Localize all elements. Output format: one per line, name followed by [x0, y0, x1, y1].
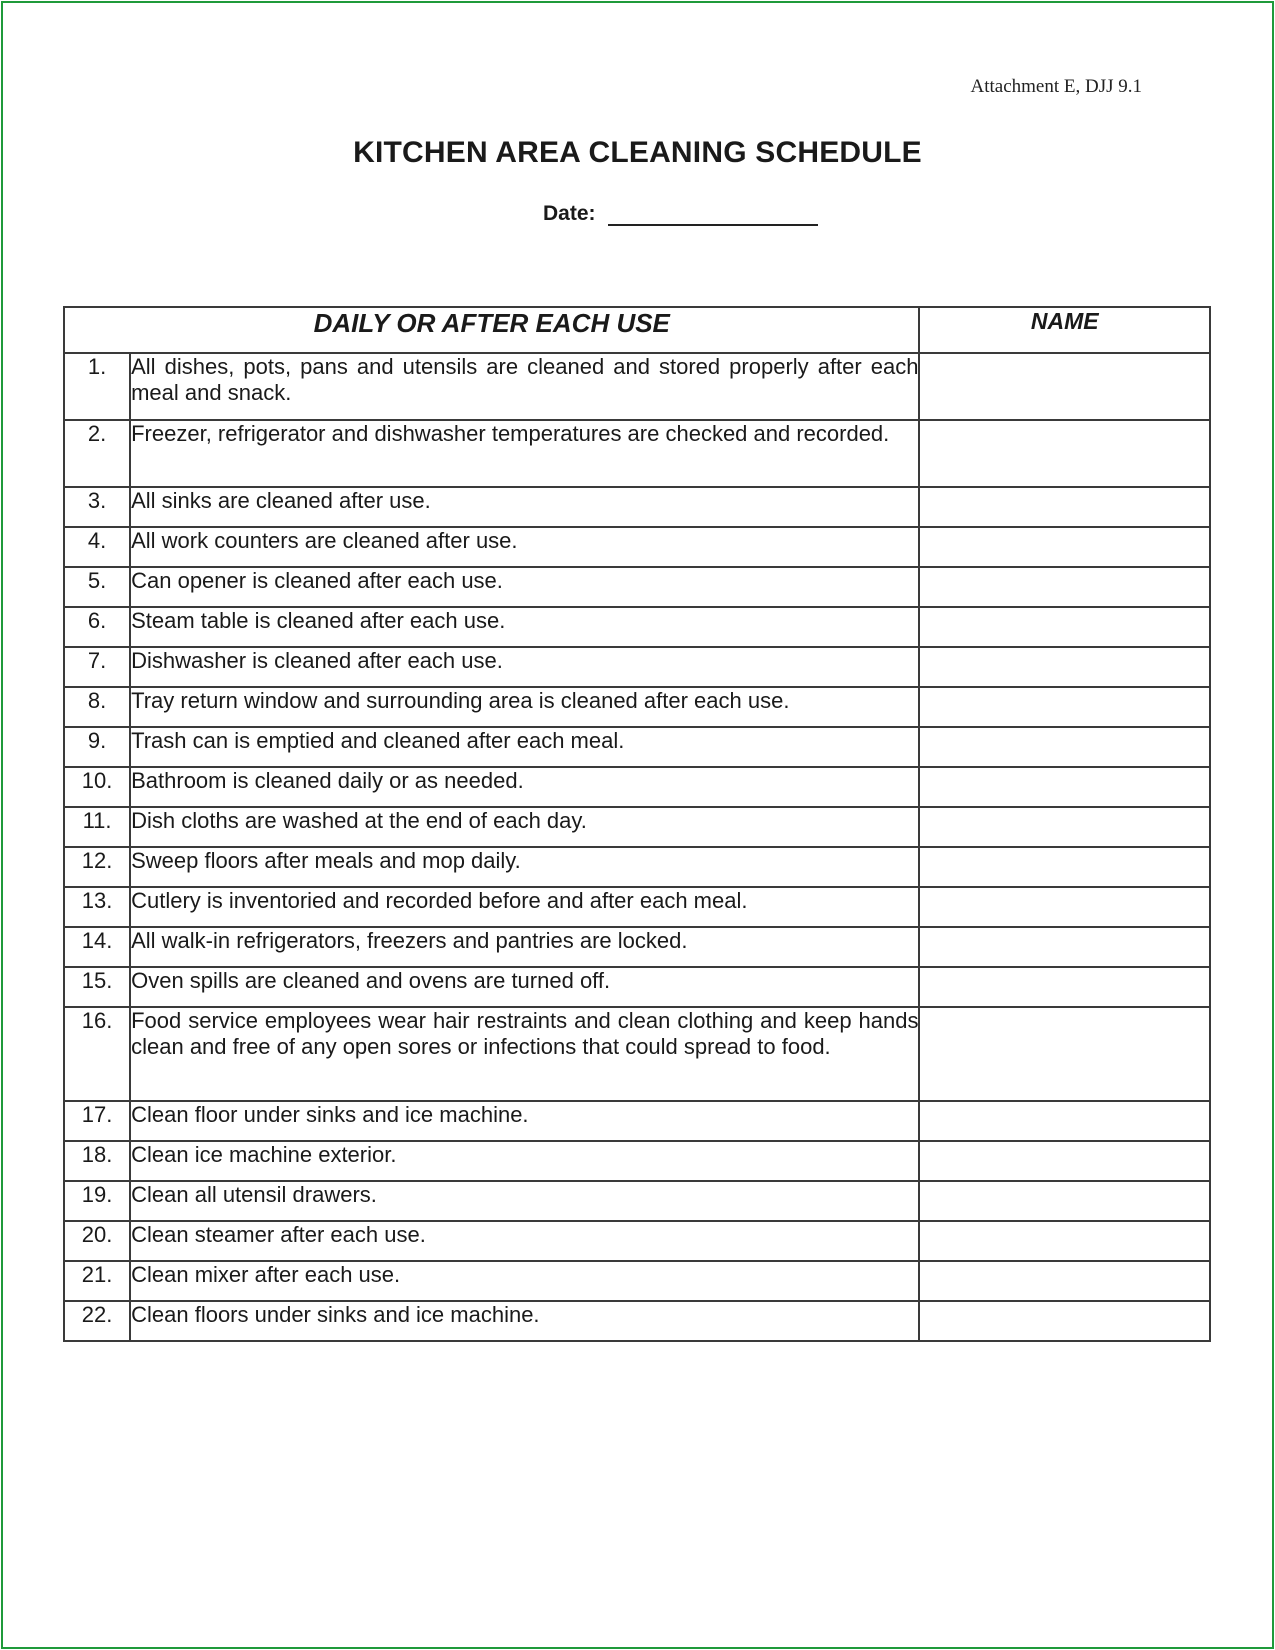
- name-entry-cell[interactable]: [919, 353, 1210, 420]
- task-description: Tray return window and surrounding area is cleaned after each use.: [130, 687, 919, 727]
- table-row: [64, 420, 1210, 487]
- item-number: 8.: [64, 687, 130, 727]
- table-body: [64, 353, 1210, 1341]
- name-entry-cell[interactable]: [919, 1101, 1210, 1141]
- name-entry-cell[interactable]: [919, 847, 1210, 887]
- name-entry-cell[interactable]: [919, 807, 1210, 847]
- task-description: All sinks are cleaned after use.: [130, 487, 919, 527]
- table-row: [64, 1261, 1210, 1301]
- name-entry-cell[interactable]: [919, 647, 1210, 687]
- table-row: [64, 1181, 1210, 1221]
- item-number: 15.: [64, 967, 130, 1007]
- task-description: Dish cloths are washed at the end of each day.: [130, 807, 919, 847]
- item-number: 22.: [64, 1301, 130, 1341]
- item-number: 20.: [64, 1221, 130, 1261]
- task-description: Sweep floors after meals and mop daily.: [130, 847, 919, 887]
- table-row: [64, 607, 1210, 647]
- table-header-row: [64, 307, 1210, 353]
- task-description: Clean mixer after each use.: [130, 1261, 919, 1301]
- table-row: [64, 487, 1210, 527]
- task-description: Clean steamer after each use.: [130, 1221, 919, 1261]
- item-number: 17.: [64, 1101, 130, 1141]
- table-row: [64, 527, 1210, 567]
- name-entry-cell[interactable]: [919, 687, 1210, 727]
- task-description: Clean floor under sinks and ice machine.: [130, 1101, 919, 1141]
- name-entry-cell[interactable]: [919, 927, 1210, 967]
- task-description: All dishes, pots, pans and utensils are cleaned and stored properly after each meal and snack.: [130, 353, 919, 420]
- table-row: [64, 847, 1210, 887]
- date-blank-line[interactable]: [608, 200, 818, 226]
- item-number: 3.: [64, 487, 130, 527]
- item-number: 4.: [64, 527, 130, 567]
- task-description: Oven spills are cleaned and ovens are turned off.: [130, 967, 919, 1007]
- item-number: 1.: [64, 353, 130, 420]
- item-number: 11.: [64, 807, 130, 847]
- table-row: [64, 1007, 1210, 1101]
- table-row: [64, 687, 1210, 727]
- table-row: [64, 967, 1210, 1007]
- name-entry-cell[interactable]: [919, 767, 1210, 807]
- item-number: 16.: [64, 1007, 130, 1101]
- item-number: 5.: [64, 567, 130, 607]
- item-number: 7.: [64, 647, 130, 687]
- name-entry-cell[interactable]: [919, 607, 1210, 647]
- item-number: 14.: [64, 927, 130, 967]
- column-header-task: DAILY OR AFTER EACH USE: [64, 307, 919, 353]
- column-header-name: NAME: [919, 307, 1210, 353]
- table-row: [64, 1101, 1210, 1141]
- name-entry-cell[interactable]: [919, 1181, 1210, 1221]
- table-row: [64, 927, 1210, 967]
- item-number: 19.: [64, 1181, 130, 1221]
- table-row: [64, 887, 1210, 927]
- table-row: [64, 353, 1210, 420]
- name-entry-cell[interactable]: [919, 1007, 1210, 1101]
- name-entry-cell[interactable]: [919, 487, 1210, 527]
- name-entry-cell[interactable]: [919, 1221, 1210, 1261]
- task-description: Clean all utensil drawers.: [130, 1181, 919, 1221]
- task-description: Steam table is cleaned after each use.: [130, 607, 919, 647]
- item-number: 9.: [64, 727, 130, 767]
- item-number: 21.: [64, 1261, 130, 1301]
- table-row: [64, 727, 1210, 767]
- item-number: 2.: [64, 420, 130, 487]
- task-description: All work counters are cleaned after use.: [130, 527, 919, 567]
- task-description: Can opener is cleaned after each use.: [130, 567, 919, 607]
- task-description: Trash can is emptied and cleaned after each meal.: [130, 727, 919, 767]
- task-description: Food service employees wear hair restraints and clean clothing and keep hands clean and free of any open sores or infections that could spread to food.: [130, 1007, 919, 1101]
- table-row: [64, 767, 1210, 807]
- table-row: [64, 567, 1210, 607]
- date-label: Date:: [543, 202, 596, 225]
- task-description: Clean ice machine exterior.: [130, 1141, 919, 1181]
- name-entry-cell[interactable]: [919, 967, 1210, 1007]
- table-row: [64, 1301, 1210, 1341]
- name-entry-cell[interactable]: [919, 567, 1210, 607]
- date-field: [543, 200, 818, 226]
- task-description: Clean floors under sinks and ice machine.: [130, 1301, 919, 1341]
- task-description: Bathroom is cleaned daily or as needed.: [130, 767, 919, 807]
- name-entry-cell[interactable]: [919, 1301, 1210, 1341]
- task-description: Freezer, refrigerator and dishwasher temperatures are checked and recorded.: [130, 420, 919, 487]
- item-number: 18.: [64, 1141, 130, 1181]
- table-row: [64, 1141, 1210, 1181]
- name-entry-cell[interactable]: [919, 1141, 1210, 1181]
- table-row: [64, 647, 1210, 687]
- table-row: [64, 1221, 1210, 1261]
- item-number: 10.: [64, 767, 130, 807]
- item-number: 12.: [64, 847, 130, 887]
- task-description: All walk-in refrigerators, freezers and pantries are locked.: [130, 927, 919, 967]
- name-entry-cell[interactable]: [919, 1261, 1210, 1301]
- page-title: KITCHEN AREA CLEANING SCHEDULE: [353, 136, 922, 169]
- name-entry-cell[interactable]: [919, 527, 1210, 567]
- task-description: Dishwasher is cleaned after each use.: [130, 647, 919, 687]
- table-row: [64, 807, 1210, 847]
- attachment-reference: Attachment E, DJJ 9.1: [970, 76, 1142, 97]
- task-description: Cutlery is inventoried and recorded before and after each meal.: [130, 887, 919, 927]
- name-entry-cell[interactable]: [919, 420, 1210, 487]
- cleaning-schedule-table: [63, 306, 1211, 1342]
- item-number: 13.: [64, 887, 130, 927]
- name-entry-cell[interactable]: [919, 727, 1210, 767]
- item-number: 6.: [64, 607, 130, 647]
- name-entry-cell[interactable]: [919, 887, 1210, 927]
